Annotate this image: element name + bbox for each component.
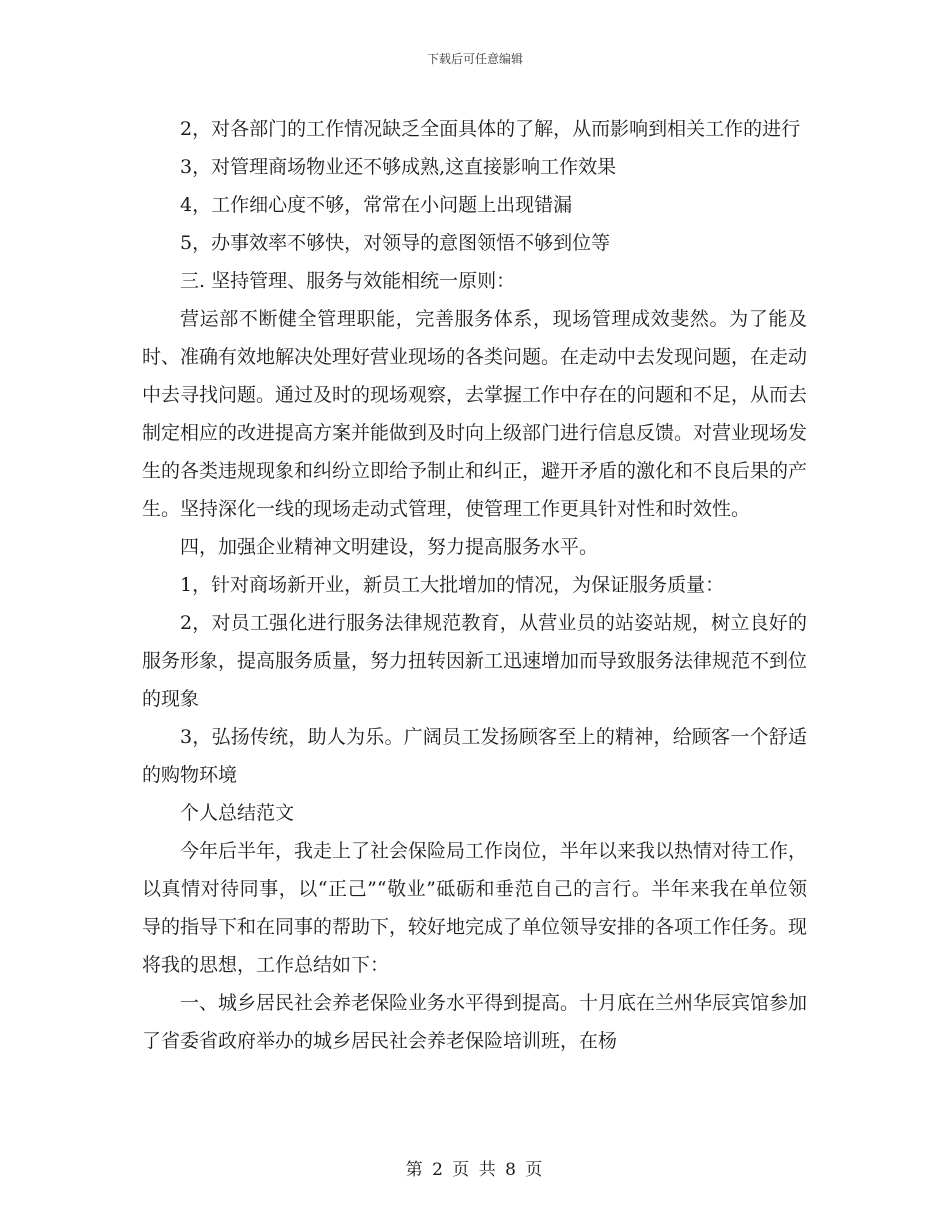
document-body xyxy=(142,110,807,1060)
paragraph: 2，对各部门的工作情况缺乏全面具体的了解，从而影响到相关工作的进行 xyxy=(180,118,801,140)
paragraph: 4，工作细心度不够，常常在小问题上出现错漏 xyxy=(180,194,573,216)
paragraph: 1，针对商场新开业，新员工大批增加的情况，为保证服务质量： xyxy=(180,574,725,596)
paragraph: 5，办事效率不够快，对领导的意图领悟不够到位等 xyxy=(180,232,611,254)
page-number-footer: 第 2 页 共 8 页 xyxy=(405,1160,545,1180)
section-heading: 三. 坚持管理、服务与效能相统一原则： xyxy=(180,270,516,292)
paragraph: 3，弘扬传统，助人为乐。广阔员工发扬顾客至上的精神，给顾客一个舒适的购物环境 xyxy=(142,726,807,786)
page-header: 下载后可任意编辑 xyxy=(426,52,523,66)
paragraph: 今年后半年，我走上了社会保险局工作岗位，半年以来我以热情对待工作，以真情对待同事，以“正己”“敬业”砥砺和垂范自己的言行。半年来我在单位领导的指导下和在同事的帮助下，较好地完成了单位领导安排的各项工作任务。现将我的思想，工作总结如下： xyxy=(142,840,808,976)
paragraph: 营运部不断健全管理职能，完善服务体系，现场管理成效斐然。为了能及时、准确有效地解决处理好营业现场的各类问题。在走动中去发现问题，在走动中去寻找问题。通过及时的现场观察，去掌握工作中存在的问题和不足，从而去制定相应的改进提高方案并能做到及时向上级部门进行信息反馈。对营业现场发生的各类违规现象和纠纷立即给予制止和纠正，避开矛盾的激化和不良后果的产生。坚持深化一线的现场走动式管理，使管理工作更具针对性和时效性。 xyxy=(142,308,808,520)
paragraph: 2，对员工强化进行服务法律规范教育，从营业员的站姿站规，树立良好的服务形象，提高服务质量，努力扭转因新工迅速增加而导致服务法律规范不到位的现象 xyxy=(142,612,808,710)
section-heading: 四，加强企业精神文明建设，努力提高服务水平。 xyxy=(180,536,599,558)
paragraph: 一、城乡居民社会养老保险业务水平得到提高。十月底在兰州华辰宾馆参加了省委省政府举办的城乡居民社会养老保险培训班，在杨 xyxy=(142,992,808,1052)
document-title: 个人总结范文 xyxy=(180,802,295,824)
paragraph: 3，对管理商场物业还不够成熟,这直接影响工作效果 xyxy=(180,156,617,178)
